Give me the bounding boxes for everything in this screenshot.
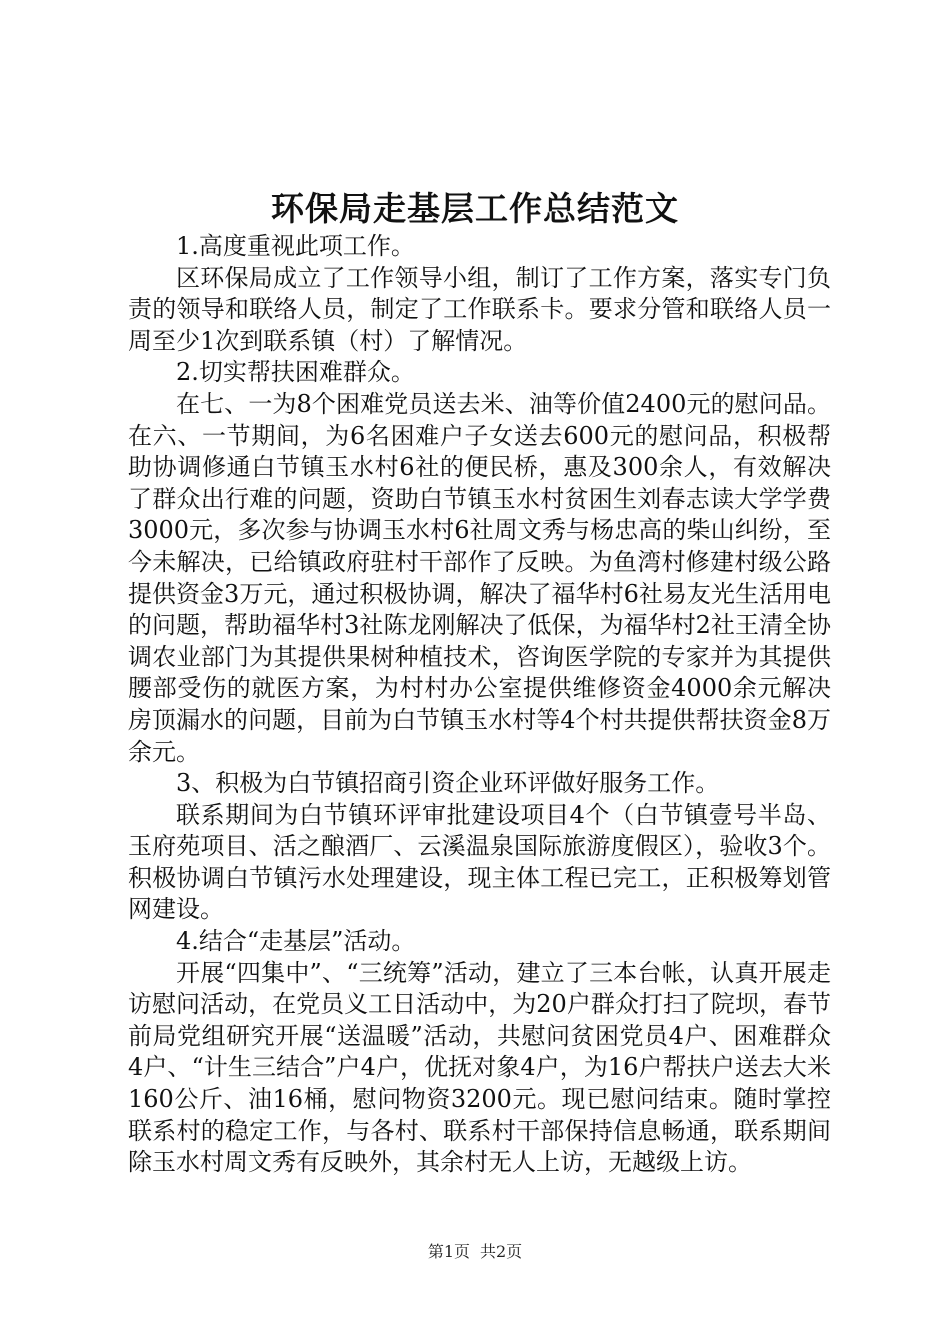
paragraph-3: 联系期间为白节镇环评审批建设项目4个（白节镇壹号半岛、玉府苑项目、活之酿酒厂、云溪温泉国际旅游度假区），验收3个。积极协调白节镇污水处理建设，现主体工程已完工，正积极筹划管网建设。 <box>128 800 831 924</box>
paragraph-4: 开展“四集中”、“三统筹”活动，建立了三本台帐，认真开展走访慰问活动，在党员义工日活动中，为20户群众打扫了院坝，春节前局党组研究开展“送温暖”活动，共慰问贫困党员4户、困难群众4户、“计生三结合”户4户，优抚对象4户，为16户帮扶户送去大米160公斤、油16桶，慰问物资3200元。现已慰问结束。随时掌控联系村的稳定工作，与各村、联系村干部保持信息畅通，联系期间除玉水村周文秀有反映外，其余村无人上访，无越级上访。 <box>128 958 831 1177</box>
paragraph-1: 区环保局成立了工作领导小组，制订了工作方案，落实专门负责的领导和联络人员，制定了工作联系卡。要求分管和联络人员一周至少1次到联系镇（村）了解情况。 <box>128 263 831 355</box>
page-number: 第1页 <box>427 1242 470 1261</box>
page-total: 共2页 <box>480 1242 523 1261</box>
document-title: 环保局走基层工作总结范文 <box>271 189 679 228</box>
heading-2: 2.切实帮扶困难群众。 <box>176 358 415 387</box>
heading-4: 4.结合“走基层”活动。 <box>176 927 416 956</box>
page-footer <box>0 1240 950 1264</box>
heading-1: 1.高度重视此项工作。 <box>176 232 415 260</box>
paragraph-2: 在七、一为8个困难党员送去米、油等价值2400元的慰问品。在六、一节期间，为6名困难户子女送去600元的慰问品，积极帮助协调修通白节镇玉水村6社的便民桥，惠及300余人，有效解决了群众出行难的问题，资助白节镇玉水村贫困生刘春志读大学学费3000元，多次参与协调玉水村6社周文秀与杨忠高的柴山纠纷，至今未解决，已给镇政府驻村干部作了反映。为鱼湾村修建村级公路提供资金3万元，通过积极协调，解决了福华村6社易友光生活用电的问题，帮助福华村3社陈龙刚解决了低保，为福华村2社王清全协调农业部门为其提供果树种植技术，咨询医学院的专家并为其提供腰部受伤的就医方案，为村村办公室提供维修资金4000余元解决房顶漏水的问题，目前为白节镇玉水村等4个村共提供帮扶资金8万余元。 <box>128 389 831 766</box>
heading-3: 3、积极为白节镇招商引资企业环评做好服务工作。 <box>176 769 720 798</box>
document-body <box>128 231 831 1179</box>
